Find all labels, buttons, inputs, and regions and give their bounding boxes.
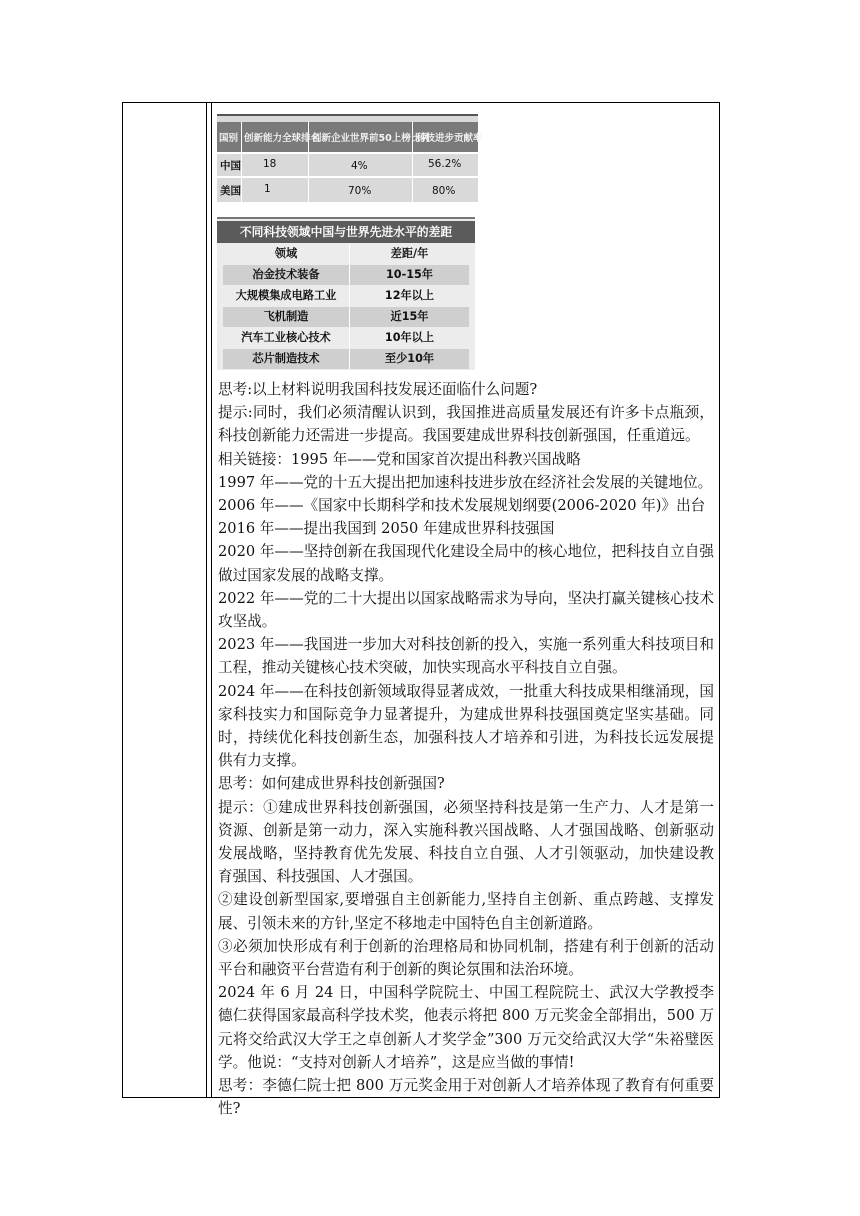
table-row bbox=[223, 286, 469, 306]
table-header-cell: 创新企业世界前50上榜比例 bbox=[312, 133, 430, 144]
table-cell: 56.2% bbox=[428, 158, 462, 170]
table-cell: 芯片制造技术 bbox=[223, 349, 350, 369]
table-cell: 飞机制造 bbox=[223, 307, 350, 327]
table-header-cell: 国别 bbox=[219, 133, 239, 144]
table-header-cell: 科技进步贡献率 bbox=[416, 133, 483, 144]
lesson-text bbox=[218, 378, 714, 1121]
column-divider bbox=[241, 122, 242, 202]
table-cell: 70% bbox=[348, 185, 372, 197]
row-divider bbox=[217, 176, 478, 178]
timeline-item: 2023 年——我国进一步加大对科技创新的投入，实施一系列重大科技项目和工程，推动关键核心技术突破，加快实现高水平科技自立自强。 bbox=[218, 636, 714, 677]
table-row bbox=[223, 328, 469, 348]
innovation-comparison-table bbox=[217, 114, 483, 202]
table-header-cell: 领域 bbox=[223, 244, 350, 264]
table-top-rule bbox=[217, 114, 478, 116]
timeline-item: 2006 年——《国家中长期科学和技术发展规划纲要(2006-2020 年)》出台 bbox=[218, 497, 706, 515]
column-divider bbox=[211, 103, 212, 1097]
table-cell: 至少10年 bbox=[384, 352, 435, 365]
hint-paragraph: ②建设创新型国家,要增强自主创新能力,坚持自主创新、重点跨越、支撑发展、引领未来的方针,坚定不移地走中国特色自主创新道路。 bbox=[218, 891, 714, 932]
timeline-item: 2022 年——党的二十大提出以国家战略需求为导向，坚决打赢关键核心技术攻坚战。 bbox=[218, 589, 714, 631]
table-header-cell: 创新能力全球排名 bbox=[244, 133, 321, 144]
table-row bbox=[223, 349, 469, 369]
timeline-item: 2016 年——提出我国到 2050 年建成世界科技强国 bbox=[218, 520, 555, 538]
table-cell: 10-15年 bbox=[386, 268, 433, 281]
timeline-item: 2024 年——在科技创新领域取得显著成效，一批重大科技成果相继涌现，国家科技实力和国际竞争力显著提升，为建成世界科技强国奠定坚实基础。同时，持续优化科技创新生态，加强科技人才培养和引进，为科技长远发展提供有力支撑。 bbox=[218, 682, 714, 770]
table-cell: 10年以上 bbox=[384, 331, 435, 344]
hint-paragraph: 提示:同时，我们必须清醒认识到，我国推进高质量发展还有许多卡点瓶颈，科技创新能力还需进一步提高。我国要建成世界科技创新强国，任重道远。 bbox=[218, 404, 714, 445]
timeline-item: 2020 年——坚持创新在我国现代化建设全局中的核心地位，把科技自立自强做过国家发展的战略支撑。 bbox=[218, 543, 714, 584]
table-cell: 1 bbox=[264, 183, 271, 195]
table-cell: 12年以上 bbox=[384, 289, 435, 302]
table-cell: 冶金技术装备 bbox=[223, 265, 350, 285]
hint-paragraph: 提示：①建成世界科技创新强国，必须坚持科技是第一生产力、人才是第一资源、创新是第一动力，深入实施科教兴国战略、人才强国战略、创新驱动发展战略，坚持教育优先发展、科技自立自强、人才引领驱动，加快建设教育强国、科技强国、人才强国。 bbox=[218, 798, 714, 886]
table-title: 不同科技领域中国与世界先进水平的差距 bbox=[217, 221, 475, 243]
table-row bbox=[223, 265, 469, 285]
question-paragraph: 思考:以上材料说明我国科技发展还面临什么问题? bbox=[218, 381, 538, 398]
question-paragraph: 思考：李德仁院士把 800 万元奖金用于对创新人才培养体现了教育有何重要性? bbox=[218, 1077, 714, 1118]
table-top-rule bbox=[217, 217, 475, 219]
tech-gap-table bbox=[217, 217, 475, 370]
table-cell: 18 bbox=[263, 158, 277, 170]
table-cell: 大规模集成电路工业 bbox=[223, 286, 350, 306]
timeline-item: 1997 年——党的十五大提出把加速科技进步放在经济社会发展的关键地位。 bbox=[218, 473, 713, 491]
table-cell: 汽车工业核心技术 bbox=[223, 328, 350, 348]
material-paragraph: 2024 年 6 月 24 日，中国科学院院士、中国工程院院士、武汉大学教授李德仁获得国家最高科学技术奖，他表示将把 800 万元奖金全部捐出，500 万元将交给武汉大学王之卓创新人才奖学金”300 万元交给武汉大学“朱裕璧医学。他说：“支持对创新人才培养”，这是应当做的事情! bbox=[218, 984, 714, 1071]
table-cell: 近15年 bbox=[390, 310, 429, 323]
question-paragraph: 思考：如何建成世界科技创新强国? bbox=[218, 775, 445, 793]
row-divider bbox=[217, 152, 478, 154]
table-cell: 4% bbox=[351, 160, 368, 172]
table-row bbox=[223, 307, 469, 327]
column-divider bbox=[206, 103, 207, 1097]
table-cell: 美国 bbox=[220, 185, 241, 197]
table-cell: 80% bbox=[432, 185, 456, 197]
table-cell: 中国 bbox=[220, 160, 241, 172]
hint-paragraph: ③必须加快形成有利于创新的治理格局和协同机制，搭建有利于创新的活动平台和融资平台营造有利于创新的舆论氛围和法治环境。 bbox=[218, 937, 714, 979]
table-header-row bbox=[223, 244, 469, 264]
table-header-cell: 差距/年 bbox=[390, 247, 429, 260]
timeline-item: 相关链接：1995 年——党和国家首次提出科教兴国战略 bbox=[218, 450, 581, 468]
